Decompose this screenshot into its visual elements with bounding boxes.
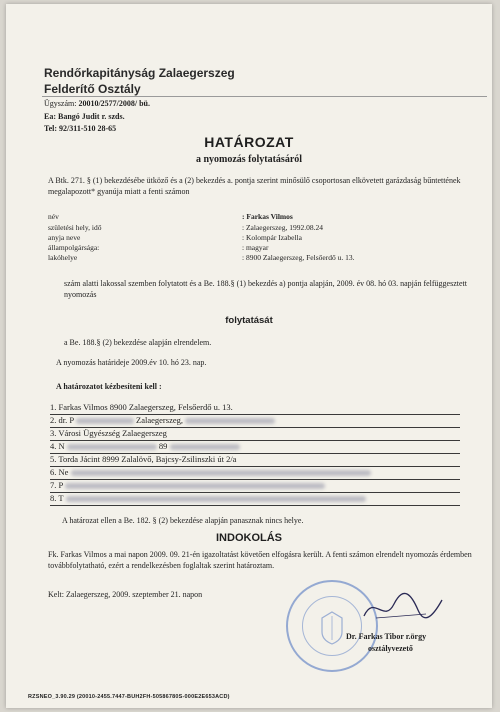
recipient-6-prefix: 6. Ne	[50, 467, 69, 477]
redaction	[76, 418, 134, 424]
signatory-title: osztályvezető	[368, 644, 413, 653]
document-title: HATÁROZAT	[204, 134, 294, 150]
ordered-line: a Be. 188.§ (2) bekezdése alapján elrendelem.	[64, 338, 212, 347]
appeal-line: A határozat ellen a Be. 182. § (2) bekezdése alapján panasznak nincs helye.	[62, 516, 304, 525]
recipient-6	[50, 467, 371, 477]
recipient-1: 1. Farkas Vilmos 8900 Zalaegerszeg, Felsőerdő u. 13.	[50, 402, 233, 412]
redaction	[185, 418, 275, 424]
reason-heading: INDOKOLÁS	[216, 532, 282, 544]
recipient-4-prefix: 4. N	[50, 441, 65, 451]
document-subtitle: a nyomozás folytatásáról	[195, 154, 303, 165]
signature-scribble-icon	[356, 588, 446, 628]
case-number: 20010/2577/2008/ bü.	[78, 99, 151, 108]
redaction	[66, 496, 366, 502]
recipient-rule	[50, 505, 460, 506]
phone-label: Tel:	[44, 124, 58, 133]
delivery-heading: A határozatot kézbesíteni kell :	[56, 382, 162, 391]
deadline-line: A nyomozás határideje 2009.év 10. hó 23. nap.	[56, 358, 207, 367]
document-footer-code: RZSNEO_3.90.29 (20010-2455.7447-BUH2FH-50586780S-000E2E653ACD)	[28, 694, 230, 700]
handler-label: Ea:	[44, 112, 56, 121]
recipient-4-tail: 89	[158, 441, 168, 451]
document-page	[6, 4, 492, 708]
citizenship-label: állampolgársága:	[48, 243, 100, 252]
suspension-paragraph: szám alatti lakossal szemben folytatott és a Be. 188.§ (1) bekezdés a) pontja alapján, 2009. év 08. hó 03. napján felfüggesztett nyomozás	[64, 279, 467, 299]
recipient-4	[50, 441, 240, 451]
recipient-2-prefix: 2. dr. P	[50, 415, 74, 425]
recipient-2	[50, 415, 275, 425]
org-department: Felderítő Osztály	[44, 82, 141, 96]
recipient-7	[50, 480, 325, 490]
name-label: név	[48, 212, 59, 221]
handler-line	[44, 112, 125, 121]
address-value: : 8900 Zalaegerszeg, Felsőerdő u. 13.	[242, 253, 355, 262]
phone-number: 92/311-510 28-65	[59, 124, 117, 133]
name-value: : Farkas Vilmos	[242, 212, 293, 221]
recipient-8	[50, 493, 366, 503]
dated-line: Kelt: Zalaegerszeg, 2009. szeptember 21. napon	[48, 590, 203, 599]
mother-value: : Kolompár Izabella	[242, 233, 302, 242]
redaction	[71, 470, 371, 476]
mother-label: anyja neve	[48, 233, 81, 242]
redaction	[65, 483, 325, 489]
org-name: Rendőrkapitányság Zalaegerszeg	[44, 66, 235, 80]
signatory-name: Dr. Farkas Tibor r.örgy	[346, 632, 427, 641]
birth-value: : Zalaegerszeg, 1992.08.24	[242, 223, 324, 232]
recipient-8-prefix: 8. T	[50, 493, 64, 503]
address-label: lakóhelye	[48, 253, 78, 262]
redaction	[170, 444, 240, 450]
intro-paragraph: A Btk. 271. § (1) bekezdésébe ütköző és a (2) bekezdés a. pontja szerint minősülő csoportosan elkövetett garázdaság bűntettének megalapozott* gyanúja miatt a fenti számon	[48, 176, 461, 196]
recipient-3: 3. Városi Ügyészség Zalaegerszeg	[50, 428, 167, 438]
reason-paragraph: Fk. Farkas Vilmos a mai napon 2009. 09. 21-én igazoltatást követően elfogásra került. A fenti számon elrendelt nyomozás érdemben továbbfolytatható, ezért a rendelkezésben foglaltak szerint határoztam.	[48, 550, 472, 570]
continuation-heading: folytatását	[225, 315, 273, 326]
phone-line	[44, 124, 116, 133]
recipient-7-prefix: 7. P	[50, 480, 63, 490]
recipient-5: 5. Torda Jácint 8999 Zalalövő, Bajcsy-Zsilinszki út 2/a	[50, 454, 237, 464]
redaction	[67, 444, 157, 450]
citizenship-value: : magyar	[242, 243, 269, 252]
case-number-line	[44, 99, 150, 108]
recipient-2-city: Zalaegerszeg,	[136, 415, 183, 425]
birth-label: születési hely, idő	[48, 223, 102, 232]
handler-name: Bangó Judit r. szds.	[58, 112, 125, 121]
case-label: Ügyszám:	[44, 99, 77, 108]
header-rule	[42, 96, 487, 97]
